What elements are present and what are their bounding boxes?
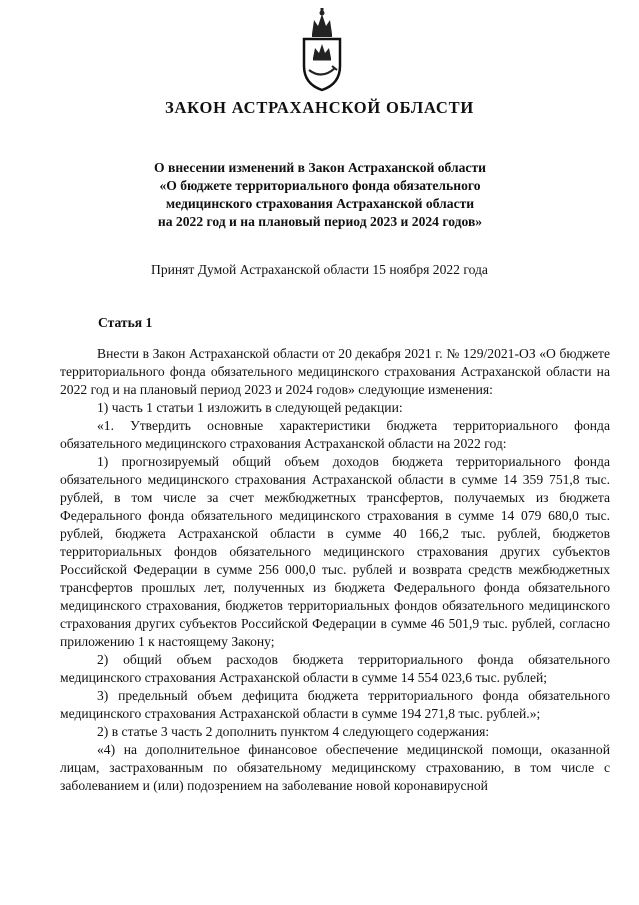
subtitle-line: О внесении изменений в Закон Астраханской области: [154, 160, 486, 175]
subtitle-line: «О бюджете территориального фонда обязательного: [159, 178, 481, 193]
article-heading: Статья 1: [98, 315, 153, 330]
law-subtitle: [90, 159, 550, 231]
paragraph: Внести в Закон Астраханской области от 20 декабря 2021 г. № 129/2021-ОЗ «О бюджете территориального фонда обязательного медицинского страхования Астраханской области на 2022 год и на плановый период 2023 и 2024 годов» следующие изменения:: [60, 346, 610, 397]
adoption-statement: Принят Думой Астраханской области 15 ноября 2022 года: [151, 262, 488, 277]
coat-of-arms-icon: [296, 8, 348, 92]
subtitle-line: на 2022 год и на плановый период 2023 и 2024 годов»: [157, 214, 483, 229]
subtitle-line: медицинского страхования Астраханской области: [165, 196, 475, 211]
paragraph: 3) предельный объем дефицита бюджета территориального фонда обязательного медицинского страхования Астраханской области в сумме 194 271,8 тыс. рублей.»;: [60, 688, 610, 721]
article-body: [60, 345, 610, 795]
law-title: ЗАКОН АСТРАХАНСКОЙ ОБЛАСТИ: [164, 98, 475, 117]
paragraph: 1) прогнозируемый общий объем доходов бюджета территориального фонда обязательного медицинского страхования Астраханской области в сумме 14 359 751,8 тыс. рублей, в том числе за счет межбюджетных трансфертов, получаемых из бюджета Федерального фонда обязательного медицинского страхования в сумме 14 079 680,0 тыс. рублей, бюджета Астраханской области в сумме 40 166,2 тыс. рублей, бюджетов территориальных фондов обязательного медицинского страхования других субъектов Российской Федерации в сумме 256 000,0 тыс. рублей и возврата средств межбюджетных трансфертов прошлых лет, полученных из бюджета Федерального фонда обязательного медицинского страхования, бюджетов территориальных фондов обязательного медицинского страхования других субъектов Российской Федерации в сумме 46 501,9 тыс. рублей, согласно приложению 1 к настоящему Закону;: [60, 454, 610, 649]
paragraph: 2) в статье 3 часть 2 дополнить пунктом 4 следующего содержания:: [97, 724, 490, 739]
paragraph: 1) часть 1 статьи 1 изложить в следующей редакции:: [97, 400, 403, 415]
paragraph: «1. Утвердить основные характеристики бюджета территориального фонда обязательного медицинского страхования Астраханской области на 2022 год:: [60, 418, 610, 451]
paragraph: 2) общий объем расходов бюджета территориального фонда обязательного медицинского страхования Астраханской области в сумме 14 554 023,6 тыс. рублей;: [60, 652, 610, 685]
paragraph: «4) на дополнительное финансовое обеспечение медицинской помощи, оказанной лицам, застрахованным по обязательному медицинскому страхованию, в том числе с заболеванием и (или) подозрением на заболевание новой коронавирусной: [60, 742, 610, 793]
